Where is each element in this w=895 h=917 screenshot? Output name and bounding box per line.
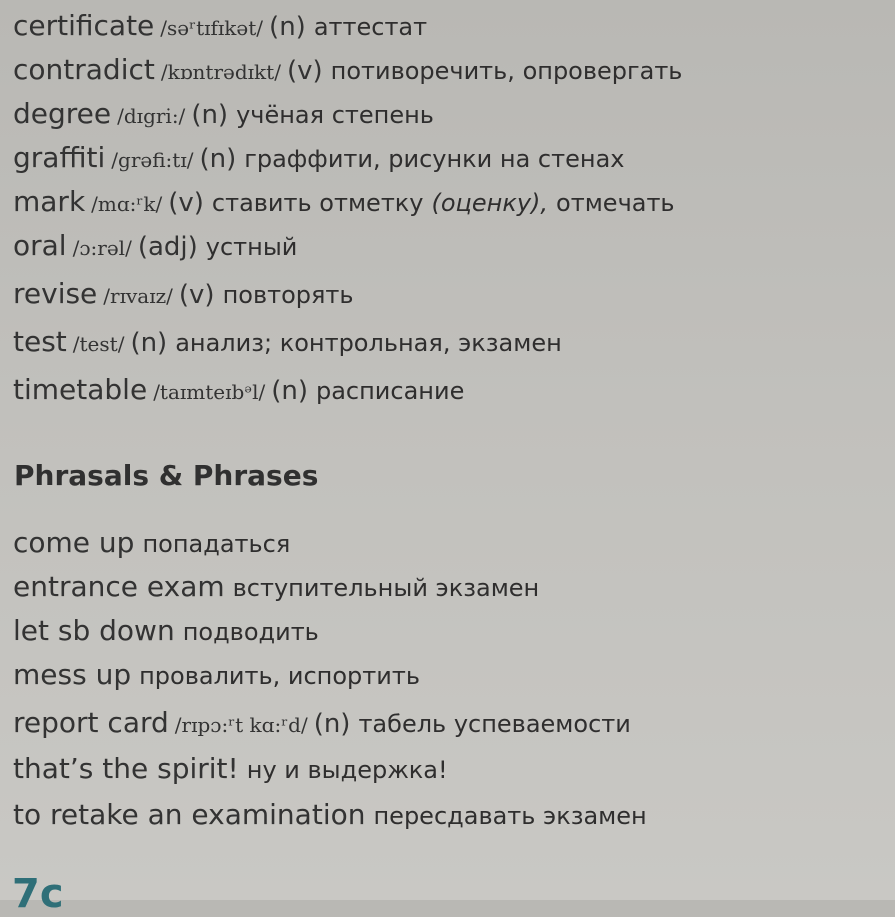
vocab-entry-timetable xyxy=(13,373,464,409)
vocab-translation: анализ; контрольная, экзамен xyxy=(175,329,562,357)
phrase-entry xyxy=(13,798,647,833)
section-number-label: 7c xyxy=(12,871,64,917)
vocab-part-of-speech: (n) xyxy=(271,376,308,406)
vocab-part-of-speech: (n) xyxy=(130,328,168,358)
vocab-entry-certificate xyxy=(13,9,427,45)
phrase-entry xyxy=(13,614,319,649)
vocab-translation-after: отмечать xyxy=(556,189,675,217)
vocab-part-of-speech: (v) xyxy=(168,188,204,218)
vocab-entry-mark xyxy=(13,185,675,221)
phrase-translation: подводить xyxy=(182,618,319,646)
phrase-word: that’s the spirit! xyxy=(13,752,239,785)
vocab-pronunciation: /taɪmteɪbᵊl/ xyxy=(153,380,266,404)
vocab-word: revise xyxy=(13,277,98,310)
vocab-pronunciation: /səʳtɪfɪkət/ xyxy=(160,16,264,40)
vocab-pronunciation: /test/ xyxy=(72,332,125,356)
vocab-translation: аттестат xyxy=(313,13,428,41)
vocab-translation-italic: (оценку), xyxy=(431,189,549,217)
phrase-entry xyxy=(13,570,539,605)
vocab-word: mark xyxy=(13,185,86,218)
vocab-translation: учёная степень xyxy=(236,101,434,129)
vocab-part-of-speech: (v) xyxy=(178,280,215,310)
vocab-translation: расписание xyxy=(315,377,465,405)
phrase-translation: ну и выдержка! xyxy=(246,756,448,784)
phrase-part-of-speech: (n) xyxy=(313,709,351,739)
vocab-entry-contradict xyxy=(13,53,682,89)
vocab-part-of-speech: (v) xyxy=(286,56,323,86)
vocab-pronunciation: /kɒntrədɪkt/ xyxy=(160,60,281,84)
vocab-entry-revise xyxy=(13,277,354,313)
phrase-entry xyxy=(13,658,420,693)
phrase-word: report card xyxy=(13,706,169,739)
vocab-entry-test xyxy=(13,325,562,361)
vocab-translation: ставить отметку xyxy=(211,189,424,217)
phrase-translation: вступительный экзамен xyxy=(232,574,540,602)
vocab-entry-degree xyxy=(13,97,434,133)
phrase-translation: табель успеваемости xyxy=(358,710,631,738)
phrase-entry xyxy=(13,526,290,561)
vocab-part-of-speech: (n) xyxy=(191,100,229,130)
vocab-part-of-speech: (adj) xyxy=(137,232,198,262)
vocab-word: oral xyxy=(13,229,67,262)
phrase-entry xyxy=(13,752,448,787)
vocab-translation: повторять xyxy=(222,281,354,309)
phrase-word: entrance exam xyxy=(13,570,225,603)
phrase-word: to retake an examination xyxy=(13,798,366,831)
vocab-pronunciation: /mɑ:ʳk/ xyxy=(91,192,163,216)
vocab-translation: граффити, рисунки на стенах xyxy=(244,145,625,173)
vocab-pronunciation: /ɔ:rəl/ xyxy=(72,236,132,260)
vocab-pronunciation: /dɪgri:/ xyxy=(117,104,186,128)
phrase-translation: пересдавать экзамен xyxy=(373,802,647,830)
phrase-pronunciation: /rɪpɔ:ʳt kɑ:ʳd/ xyxy=(174,713,308,737)
phrase-translation: попадаться xyxy=(142,530,291,558)
vocab-word: graffiti xyxy=(13,141,106,174)
phrase-word: come up xyxy=(13,526,135,559)
vocab-word: contradict xyxy=(13,53,155,86)
phrase-word: let sb down xyxy=(13,614,175,647)
vocab-part-of-speech: (n) xyxy=(199,144,237,174)
vocab-part-of-speech: (n) xyxy=(269,12,306,42)
vocab-word: timetable xyxy=(13,373,148,406)
vocab-entry-graffiti xyxy=(13,141,624,177)
vocab-entry-oral xyxy=(13,229,297,265)
phrase-word: mess up xyxy=(13,658,132,691)
vocab-pronunciation: /rɪvaɪz/ xyxy=(103,284,173,308)
vocab-translation: устный xyxy=(205,233,298,261)
vocab-pronunciation: /grəfi:tɪ/ xyxy=(111,148,194,172)
section-heading: Phrasals & Phrases xyxy=(14,459,319,492)
vocab-translation: потиворечить, опровергать xyxy=(330,57,683,85)
phrase-translation: провалить, испортить xyxy=(139,662,420,690)
vocab-word: degree xyxy=(13,97,112,130)
vocab-word: certificate xyxy=(13,9,155,42)
vocab-word: test xyxy=(13,325,67,358)
phrase-entry xyxy=(13,706,631,742)
